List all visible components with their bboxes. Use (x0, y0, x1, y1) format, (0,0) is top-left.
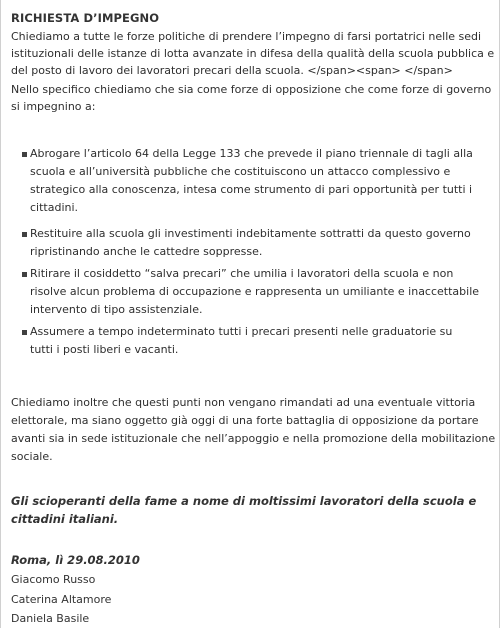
closing-line: sociale. (11, 450, 53, 463)
place-date: Roma, lì 29.08.2010 (11, 553, 140, 567)
bullet-line: Abrogare l’articolo 64 della Legge 133 che prevede il piano triennale di tagli alla (30, 147, 473, 160)
bullet-line: Restituire alla scuola gli investimenti indebitamente sottratti da questo governo (30, 227, 471, 240)
bullet-line: scuola e all’università pubbliche che costituiscono un attacco complessivo e (30, 165, 451, 178)
intro-line: si impegnino a: (11, 100, 96, 113)
bullet-line: Assumere a tempo indeterminato tutti i precari presenti nelle graduatorie su (30, 325, 453, 338)
bullet-line: Ritirare il cosiddetto “salva precari” che umilia i lavoratori della scuola e non (30, 267, 454, 280)
signatory-name: Daniela Basile (11, 612, 90, 625)
signature-line: cittadini italiani. (11, 512, 119, 526)
closing-line: Chiediamo inoltre che questi punti non vengano rimandati ad una eventuale vittoria (11, 396, 476, 409)
closing-line: avanti sia in sede istituzionale che nell’appoggio e nella promozione della mobilitazione (11, 432, 496, 445)
signatory-name: Giacomo Russo (11, 573, 96, 586)
intro-line: Chiediamo a tutte le forze politiche di prendere l’impegno di farsi portatrici nelle sedi (11, 30, 482, 43)
signatory-name: Caterina Altamore (11, 593, 112, 606)
signature-line: Gli scioperanti della fame a nome di moltissimi lavoratori della scuola e (11, 494, 477, 508)
bullet-line: ripristinando anche le cattedre soppresse. (30, 245, 263, 258)
bullet-square-icon (22, 232, 27, 237)
bullet-line: strategico alla conoscenza, intesa come strumento di pari opportunità per tutti i (30, 183, 473, 196)
bullet-square-icon (22, 272, 27, 277)
bullet-line: risolve alcun problema di occupazione e rappresenta un umiliante e inaccettabile (30, 285, 480, 298)
bullet-line: intervento di tipo assistenziale. (30, 303, 203, 316)
intro-line: Nello specifico chiediamo che sia come forze di opposizione che come forze di governo (11, 83, 492, 96)
bullet-line: tutti i posti liberi e vacanti. (30, 343, 179, 356)
bullet-line: cittadini. (30, 201, 79, 214)
intro-line: istituzionali delle istanze di lotta avanzate in difesa della qualità della scuola pubblica e (11, 47, 495, 60)
bullet-square-icon (22, 330, 27, 335)
document-title: RICHIESTA D’IMPEGNO (11, 11, 160, 25)
bullet-square-icon (22, 152, 27, 157)
intro-line: del posto di lavoro dei lavoratori precari della scuola. </span><span> </span> (11, 64, 453, 77)
closing-line: elettorale, ma siano oggetto già oggi di una forte battaglia di opposizione da portare (11, 414, 479, 427)
